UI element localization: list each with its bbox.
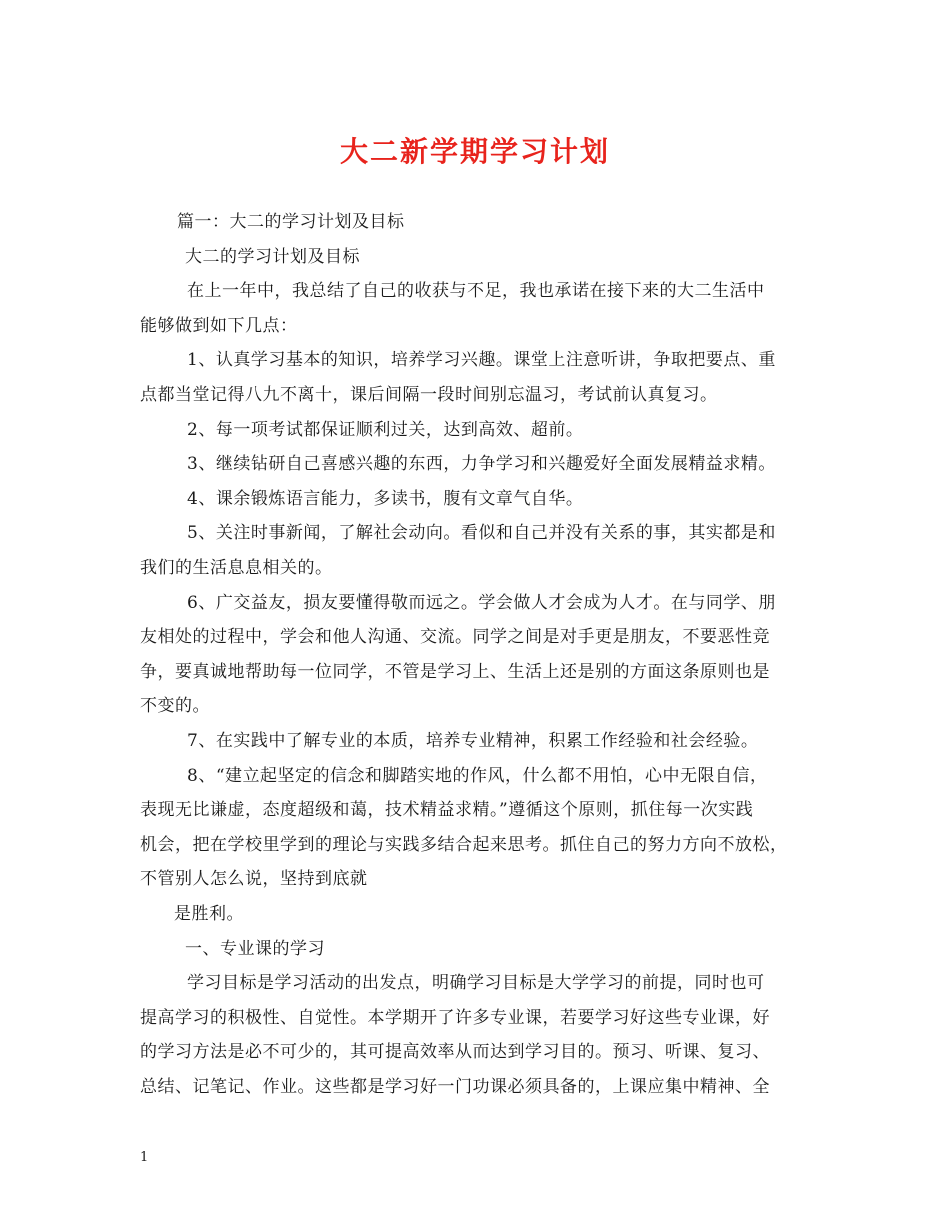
text-line: 的学习方法是必不可少的，其可提高效率从而达到学习目的。预习、听课、复习、: [140, 1042, 770, 1063]
text-line: 2、每一项考试都保证顺利过关，达到高效、超前。: [187, 419, 584, 440]
text-line: 争，要真诚地帮助每一位同学，不管是学习上、生活上还是别的方面这条原则也是: [140, 661, 770, 682]
text-line: 6、广交益友，损友要懂得敬而远之。学会做人才会成为人才。在与同学、朋: [187, 592, 776, 613]
text-line: 1、认真学习基本的知识，培养学习兴趣。课堂上注意听讲，争取把要点、重: [187, 350, 776, 371]
text-line: 篇一：大二的学习计划及目标: [177, 212, 405, 232]
text-line: 大二的学习计划及目标: [185, 246, 360, 267]
text-line: 友相处的过程中，学会和他人沟通、交流。同学之间是对手更是朋友，不要恶性竞: [140, 627, 770, 648]
text-line: 点都当堂记得八九不离十，课后间隔一段时间别忘温习，考试前认真复习。: [140, 385, 718, 405]
text-line: 不管别人怎么说，坚持到底就: [140, 869, 368, 890]
text-line: 表现无比谦虚，态度超级和蔼，技术精益求精。”遵循这个原则，抓住每一次实践: [140, 800, 754, 821]
text-line: 8、“建立起坚定的信念和脚踏实地的作风，什么都不用怕，心中无限自信，: [187, 765, 768, 786]
text-line: 机会，把在学校里学到的理论与实践多结合起来思考。抓住自己的努力方向不放松，: [140, 834, 788, 855]
text-line: 是胜利。: [174, 904, 244, 924]
text-line: 能够做到如下几点：: [140, 315, 298, 336]
text-line: 4、课余锻炼语言能力，多读书，腹有文章气自华。: [187, 488, 584, 509]
text-line: 提高学习的积极性、自觉性。本学期开了许多专业课，若要学习好这些专业课，好: [140, 1007, 770, 1028]
text-line: 我们的生活息息相关的。: [140, 558, 333, 578]
page-number: 1: [140, 1150, 149, 1165]
text-line: 总结、记笔记、作业。这些都是学习好一门功课必须具备的，上课应集中精神、全: [140, 1077, 770, 1097]
text-line: 7、在实践中了解专业的本质，培养专业精神，积累工作经验和社会经验。: [187, 731, 759, 751]
text-line: 在上一年中，我总结了自己的收获与不足，我也承诺在接下来的大二生活中: [187, 281, 765, 302]
text-line: 5、关注时事新闻，了解社会动向。看似和自己并没有关系的事，其实都是和: [187, 523, 776, 544]
text-line: 3、继续钻研自己喜感兴趣的东西，力争学习和兴趣爱好全面发展精益求精。: [187, 454, 776, 475]
text-line: 一、专业课的学习: [185, 938, 325, 959]
text-line: 不变的。: [140, 696, 210, 717]
text-line: 学习目标是学习活动的出发点，明确学习目标是大学学习的前提，同时也可: [187, 973, 765, 994]
document-title: 大二新学期学习计划: [339, 135, 610, 168]
